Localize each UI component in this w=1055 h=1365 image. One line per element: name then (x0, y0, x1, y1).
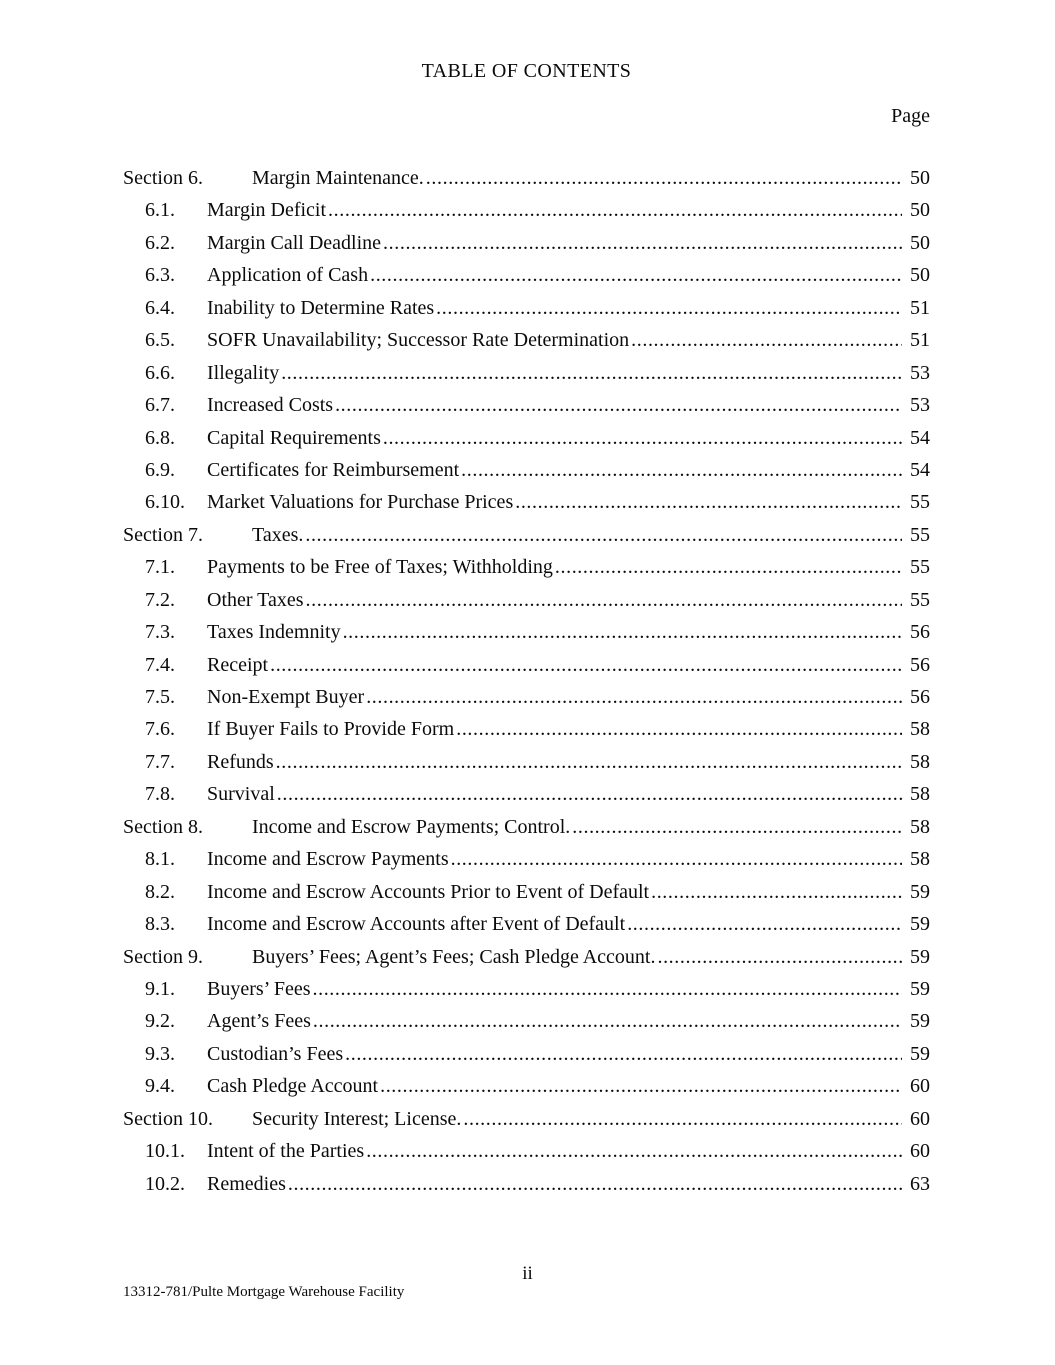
toc-entry-number: 8.1. (145, 848, 175, 871)
dot-leader (279, 357, 902, 389)
toc-entry (123, 713, 930, 745)
toc-entry (123, 649, 930, 681)
dot-leader (424, 162, 902, 194)
dot-leader (326, 194, 902, 226)
toc-entry (123, 292, 930, 324)
toc-entry-number: 7.4. (145, 653, 175, 676)
toc-entry-number: 7.7. (145, 750, 175, 773)
toc-entry-page: 53 (910, 394, 930, 417)
toc-entry-page: 50 (910, 231, 930, 254)
page-title: TABLE OF CONTENTS (421, 60, 632, 82)
toc-entry-page: 53 (910, 361, 930, 384)
toc-entry-page: 51 (910, 329, 930, 352)
toc-entry-page: 55 (910, 491, 930, 514)
toc-entry-title: Application of Cash (207, 264, 369, 287)
toc-entry-number: 6.1. (145, 199, 175, 222)
toc-entry (123, 1038, 930, 1070)
dot-leader (341, 616, 902, 648)
dot-leader (553, 551, 902, 583)
toc-entry (123, 843, 930, 875)
dot-leader (368, 259, 902, 291)
toc-entry-title: Illegality (207, 361, 280, 384)
toc-entry-number: 10.2. (145, 1172, 185, 1195)
toc-entry-number: 6.2. (145, 231, 175, 254)
dot-leader (381, 422, 902, 454)
toc-entry-title: Agent’s Fees (207, 1010, 311, 1033)
toc-entry-number: 10.1. (145, 1140, 185, 1163)
toc-entry-number: 9.1. (145, 977, 175, 1000)
dot-leader (364, 681, 902, 713)
toc-entry-page: 60 (910, 1140, 930, 1163)
toc-entry-title: Income and Escrow Payments; Control. (252, 815, 571, 838)
toc-entry-number: Section 7. (123, 523, 203, 546)
toc-entry-title: Income and Escrow Accounts Prior to Event of Default (207, 880, 650, 903)
dot-leader (304, 584, 902, 616)
toc-entry (123, 616, 930, 648)
toc-entry-title: Intent of the Parties (207, 1140, 365, 1163)
toc-entry-number: 8.2. (145, 880, 175, 903)
toc-entry-page: 54 (910, 458, 930, 481)
toc-entry (123, 1135, 930, 1167)
toc-entry (123, 1103, 930, 1135)
toc-entry (123, 162, 930, 194)
toc-entry-title: Refunds (207, 750, 274, 773)
toc-entry-page: 58 (910, 750, 930, 773)
toc-entry-page: 55 (910, 523, 930, 546)
toc-entry (123, 324, 930, 356)
toc-entry-page: 58 (910, 848, 930, 871)
toc-entry-title: Security Interest; License. (252, 1107, 462, 1130)
dot-leader (303, 519, 902, 551)
toc-entry-title: Taxes. (252, 523, 304, 546)
dot-leader (655, 941, 902, 973)
toc-entry-number: 8.3. (145, 913, 175, 936)
toc-entry-page: 56 (910, 653, 930, 676)
toc-entry-page: 55 (910, 556, 930, 579)
toc-entry-number: 9.4. (145, 1075, 175, 1098)
dot-leader (274, 746, 902, 778)
toc-entry (123, 227, 930, 259)
toc-entry (123, 811, 930, 843)
toc-entry-page: 59 (910, 945, 930, 968)
toc-entry (123, 908, 930, 940)
toc-entry-number: 6.4. (145, 296, 175, 319)
toc-entry-page: 50 (910, 199, 930, 222)
toc-entry-number: 6.8. (145, 426, 175, 449)
toc-entry (123, 454, 930, 486)
toc-entry (123, 876, 930, 908)
toc-entry-title: Custodian’s Fees (207, 1042, 344, 1065)
footer-document-id: 13312-781/Pulte Mortgage Warehouse Facility (123, 1284, 405, 1300)
toc-entry-page: 60 (910, 1075, 930, 1098)
toc-entry-number: Section 9. (123, 945, 203, 968)
toc-entry (123, 1005, 930, 1037)
toc-entry-page: 59 (910, 913, 930, 936)
toc-entry-number: 6.10. (145, 491, 185, 514)
dot-leader (459, 454, 902, 486)
toc-entry-number: Section 6. (123, 167, 203, 189)
toc-entry-number: 6.7. (145, 394, 175, 417)
toc-entry (123, 389, 930, 421)
toc-entry-title: Non-Exempt Buyer (207, 686, 365, 708)
dot-leader (570, 811, 902, 843)
dot-leader (311, 1005, 902, 1037)
toc-entry-title: Other Taxes (207, 588, 304, 611)
toc-entry-page: 59 (910, 880, 930, 903)
toc-entry-title: SOFR Unavailability; Successor Rate Determination (207, 329, 630, 352)
toc-entry-title: Capital Requirements (207, 426, 381, 449)
dot-leader (649, 876, 902, 908)
toc-entry-number: 6.9. (145, 458, 175, 481)
toc-entry-page: 51 (910, 296, 930, 319)
toc-entry-page: 50 (910, 264, 930, 287)
toc-entry (123, 778, 930, 810)
toc-entry-number: 7.6. (145, 718, 175, 741)
toc-entry-number: 9.2. (145, 1010, 175, 1033)
dot-leader (343, 1038, 902, 1070)
toc-entry-title: Market Valuations for Purchase Prices (207, 491, 514, 514)
toc-entry-title: Buyers’ Fees; Agent’s Fees; Cash Pledge Account. (252, 945, 656, 968)
toc-entry-page: 59 (910, 1042, 930, 1065)
toc-entry-title: Payments to be Free of Taxes; Withholding (207, 556, 553, 579)
toc-entry-number: 7.3. (145, 621, 175, 644)
dot-leader (333, 389, 902, 421)
toc-entry (123, 1168, 930, 1200)
toc-entry-page: 63 (910, 1172, 930, 1195)
toc-entry-title: Increased Costs (207, 394, 334, 417)
toc-entry (123, 941, 930, 973)
toc-entry-page: 58 (910, 718, 930, 741)
page-column-label: Page (891, 105, 930, 127)
toc-entry-number: 6.5. (145, 329, 175, 352)
toc-entry (123, 357, 930, 389)
footer-page-number: ii (522, 1263, 533, 1284)
toc-entry-title: Survival (207, 783, 275, 806)
dot-leader (286, 1168, 902, 1200)
toc-entry-title: Margin Deficit (207, 199, 327, 222)
toc-entry-title: If Buyer Fails to Provide Form (207, 718, 455, 741)
toc-entry-page: 58 (910, 815, 930, 838)
dot-leader (625, 908, 902, 940)
toc-entry-number: 7.2. (145, 588, 175, 611)
dot-leader (275, 778, 902, 810)
toc-entry (123, 519, 930, 551)
toc-entry-title: Remedies (207, 1172, 286, 1195)
toc-entry-number: 7.1. (145, 556, 175, 579)
dot-leader (311, 973, 903, 1005)
dot-leader (461, 1103, 902, 1135)
dot-leader (449, 843, 902, 875)
toc-entry (123, 681, 930, 713)
dot-leader (434, 292, 902, 324)
toc-entry (123, 746, 930, 778)
toc-entry-page: 59 (910, 1010, 930, 1033)
dot-leader (268, 649, 902, 681)
toc-entry-page: 58 (910, 783, 930, 806)
toc-entry-number: 6.3. (145, 264, 175, 287)
dot-leader (513, 486, 902, 518)
toc-entry-number: Section 10. (123, 1107, 213, 1130)
toc-entry-title: Inability to Determine Rates (207, 296, 435, 319)
toc-entry (123, 973, 930, 1005)
toc-entry (123, 422, 930, 454)
toc-entry (123, 194, 930, 226)
toc-entry-page: 56 (910, 621, 930, 644)
toc-entry (123, 486, 930, 518)
toc-entry-title: Margin Call Deadline (207, 231, 382, 254)
toc-entry-number: 7.5. (145, 686, 175, 708)
toc-list (123, 162, 930, 1200)
toc-entry-page: 55 (910, 588, 930, 611)
toc-entry-title: Receipt (207, 653, 269, 676)
toc-entry-title: Margin Maintenance. (252, 167, 424, 189)
dot-leader (364, 1135, 902, 1167)
toc-entry (123, 259, 930, 291)
toc-entry-number: 9.3. (145, 1042, 175, 1065)
toc-entry-page: 54 (910, 426, 930, 449)
dot-leader (629, 324, 902, 356)
toc-entry-page: 59 (910, 977, 930, 1000)
toc-entry (123, 584, 930, 616)
toc-entry-page: 50 (910, 167, 930, 189)
toc-entry (123, 1070, 930, 1102)
toc-entry-number: 6.6. (145, 361, 175, 384)
toc-entry-number: 7.8. (145, 783, 175, 806)
toc-entry-page: 60 (910, 1107, 930, 1130)
toc-entry-title: Income and Escrow Payments (207, 848, 449, 871)
dot-leader (378, 1070, 902, 1102)
toc-entry (123, 551, 930, 583)
toc-entry-title: Cash Pledge Account (207, 1075, 379, 1098)
dot-leader (381, 227, 902, 259)
dot-leader (454, 713, 902, 745)
toc-entry-title: Buyers’ Fees (207, 977, 311, 1000)
toc-entry-page: 56 (910, 686, 930, 708)
toc-entry-title: Taxes Indemnity (207, 621, 341, 644)
toc-entry-title: Income and Escrow Accounts after Event of Default (207, 913, 626, 936)
toc-entry-number: Section 8. (123, 815, 203, 838)
toc-entry-title: Certificates for Reimbursement (207, 458, 460, 481)
